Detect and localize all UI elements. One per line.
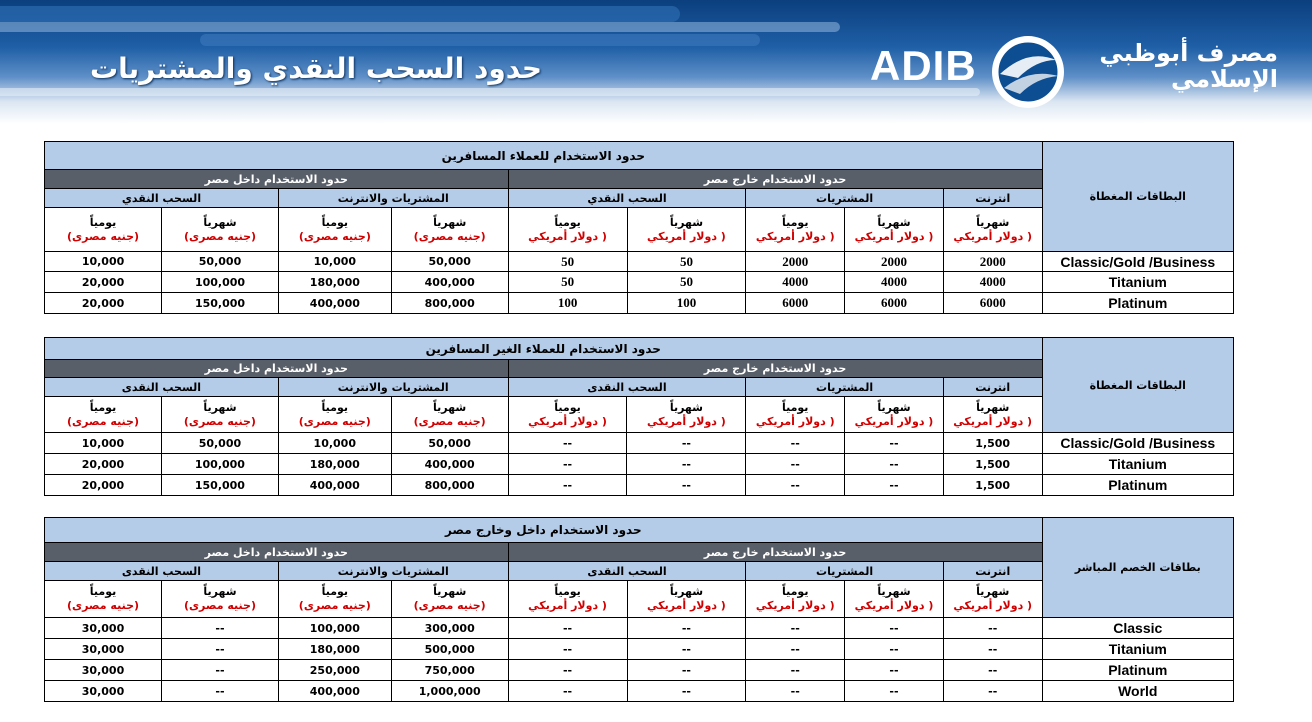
value-cell: 400,000 <box>278 293 391 314</box>
value-cell: -- <box>746 454 845 475</box>
unit-label: (جنيه مصرى) <box>183 414 256 428</box>
outside-egypt-header: حدود الاستخدام خارج مصر <box>508 543 1042 562</box>
value-cell: 180,000 <box>278 639 391 660</box>
sub-header <box>45 208 162 252</box>
page-title: حدود السحب النقدي والمشتريات <box>90 52 543 85</box>
card-name: Platinum <box>1042 475 1233 496</box>
sub-header <box>627 208 746 252</box>
value-cell: -- <box>845 433 944 454</box>
limits-table-debit-cards <box>44 517 1234 702</box>
value-cell: 6000 <box>746 293 845 314</box>
outside-egypt-header: حدود الاستخدام خارج مصر <box>508 360 1042 378</box>
banner-stripe <box>0 88 980 96</box>
value-cell: 180,000 <box>278 454 391 475</box>
table-row <box>45 293 1234 314</box>
section-cash-withdrawal-local: السحب النقدى <box>45 562 279 581</box>
period-label: شهرياً <box>976 585 1010 598</box>
value-cell: 50,000 <box>162 252 279 272</box>
value-cell: 800,000 <box>391 475 508 496</box>
value-cell: -- <box>845 681 944 702</box>
value-cell: -- <box>845 454 944 475</box>
value-cell: -- <box>162 639 279 660</box>
unit-label: (جنيه مصرى) <box>67 229 140 243</box>
period-label: يومياً <box>554 585 581 598</box>
value-cell: -- <box>627 681 746 702</box>
value-cell: 2000 <box>845 252 944 272</box>
cards-header: بطاقات الخصم المباشر <box>1042 518 1233 618</box>
value-cell: 500,000 <box>391 639 508 660</box>
value-cell: -- <box>508 618 627 639</box>
value-cell: -- <box>627 454 746 475</box>
table-row <box>45 681 1234 702</box>
sub-header <box>391 208 508 252</box>
value-cell: 30,000 <box>45 660 162 681</box>
section-purchases-internet: المشتريات والانترنت <box>278 378 508 397</box>
period-label: يومياً <box>89 400 117 414</box>
value-cell: 50 <box>627 272 746 293</box>
value-cell: -- <box>162 660 279 681</box>
value-cell: 20,000 <box>45 475 162 496</box>
unit-label: ( دولار أمريكي <box>953 229 1033 243</box>
value-cell: -- <box>845 660 944 681</box>
value-cell: -- <box>162 681 279 702</box>
value-cell: 6000 <box>845 293 944 314</box>
unit-label: ( دولار أمريكي <box>854 229 934 243</box>
period-label: شهرياً <box>877 585 911 598</box>
value-cell: 50 <box>627 252 746 272</box>
card-name: Platinum <box>1042 660 1233 681</box>
unit-label: ( دولار أمريكي <box>953 414 1033 428</box>
value-cell: -- <box>746 660 845 681</box>
sub-header <box>746 208 845 252</box>
period-label: شهرياً <box>433 585 467 598</box>
value-cell: -- <box>508 433 627 454</box>
value-cell: 400,000 <box>391 454 508 475</box>
value-cell: 100,000 <box>161 454 278 475</box>
table-title: حدود الاستخدام داخل وخارج مصر <box>45 518 1043 543</box>
unit-label: (جنيه مصرى) <box>298 229 371 243</box>
sub-header <box>627 581 746 618</box>
value-cell: -- <box>746 681 845 702</box>
value-cell: -- <box>845 618 944 639</box>
value-cell: 1,500 <box>943 433 1042 454</box>
period-label: شهرياً <box>203 585 237 598</box>
value-cell: -- <box>845 475 944 496</box>
sub-header <box>162 581 279 618</box>
limits-table-non-travelers <box>44 337 1234 496</box>
table-title: حدود الاستخدام للعملاء المسافرين <box>45 142 1043 170</box>
period-label: شهرياً <box>976 215 1010 229</box>
value-cell: 100,000 <box>278 618 391 639</box>
table-title: حدود الاستخدام للعملاء الغير المسافرين <box>45 338 1043 360</box>
cards-header: البطاقات المغطاة <box>1042 142 1233 252</box>
value-cell: 100 <box>508 293 627 314</box>
value-cell: 1,500 <box>943 475 1042 496</box>
value-cell: 50 <box>508 272 627 293</box>
sub-header <box>746 581 845 618</box>
value-cell: -- <box>627 433 746 454</box>
unit-label: (جنيه مصرى) <box>413 229 486 243</box>
cards-header: البطاقات المغطاة <box>1042 338 1233 433</box>
unit-label: ( دولار أمريكي <box>854 599 934 612</box>
value-cell: -- <box>746 639 845 660</box>
unit-label: (جنيه مصرى) <box>298 414 371 428</box>
section-purchases: المشتريات <box>746 189 943 208</box>
card-name: Titanium <box>1042 272 1233 293</box>
section-purchases-internet: المشتريات والانترنت <box>278 189 508 208</box>
sub-header <box>943 581 1042 618</box>
section-cash-withdrawal-local: السحب النقدى <box>45 378 279 397</box>
period-label: شهرياً <box>669 400 703 414</box>
unit-label: ( دولار أمريكي <box>953 599 1033 612</box>
value-cell: 20,000 <box>45 454 162 475</box>
period-label: يومياً <box>781 400 809 414</box>
value-cell: 20,000 <box>45 272 162 293</box>
value-cell: -- <box>845 639 944 660</box>
value-cell: 150,000 <box>161 475 278 496</box>
section-cash-withdrawal-local: السحب النقدي <box>45 189 279 208</box>
value-cell: 50,000 <box>391 252 508 272</box>
period-label: شهرياً <box>669 215 704 229</box>
card-name: Classic/Gold /Business <box>1042 252 1233 272</box>
sub-header <box>845 208 944 252</box>
section-internet: انترنت <box>943 189 1042 208</box>
value-cell: 400,000 <box>278 475 391 496</box>
card-name: Titanium <box>1042 639 1233 660</box>
value-cell: 10,000 <box>278 433 391 454</box>
sub-header <box>943 397 1042 433</box>
value-cell: 180,000 <box>278 272 391 293</box>
value-cell: 50,000 <box>161 433 278 454</box>
period-label: يومياً <box>554 400 581 414</box>
value-cell: 1,000,000 <box>391 681 508 702</box>
value-cell: 10,000 <box>45 433 162 454</box>
outside-egypt-header: حدود الاستخدام خارج مصر <box>508 170 1042 189</box>
section-internet: انترنت <box>943 378 1042 397</box>
table-row <box>45 639 1234 660</box>
inside-egypt-header: حدود الاستخدام داخل مصر <box>45 360 509 378</box>
banner-stripe <box>200 34 760 46</box>
banner-stripe <box>0 6 680 22</box>
unit-label: ( دولار أمريكي <box>647 414 726 428</box>
period-label: يومياً <box>89 585 117 598</box>
value-cell: 750,000 <box>391 660 508 681</box>
value-cell: -- <box>943 660 1042 681</box>
value-cell: 800,000 <box>391 293 508 314</box>
value-cell: -- <box>508 681 627 702</box>
limits-table-travelers <box>44 141 1234 314</box>
unit-label: ( دولار أمريكي <box>647 229 726 243</box>
sub-header <box>278 397 391 433</box>
sub-header <box>161 397 278 433</box>
value-cell: 400,000 <box>278 681 391 702</box>
unit-label: (جنيه مصرى) <box>413 414 486 428</box>
period-label: يومياً <box>782 215 809 229</box>
sub-header <box>45 397 162 433</box>
period-label: شهرياً <box>877 215 911 229</box>
unit-label: ( دولار أمريكي <box>854 414 934 428</box>
value-cell: 1,500 <box>943 454 1042 475</box>
value-cell: 150,000 <box>162 293 279 314</box>
period-label: شهرياً <box>877 400 911 414</box>
value-cell: 20,000 <box>45 293 162 314</box>
sub-header <box>278 581 391 618</box>
section-purchases: المشتريات <box>746 378 943 397</box>
value-cell: 2000 <box>943 252 1042 272</box>
value-cell: 100 <box>627 293 746 314</box>
sub-header <box>391 397 508 433</box>
value-cell: -- <box>508 475 627 496</box>
unit-label: ( دولار أمريكي <box>528 414 607 428</box>
value-cell: -- <box>508 660 627 681</box>
table-row <box>45 454 1234 475</box>
unit-label: ( دولار أمريكي <box>528 599 607 612</box>
value-cell: -- <box>162 618 279 639</box>
sub-header <box>45 581 162 618</box>
table-row <box>45 660 1234 681</box>
period-label: يومياً <box>89 215 117 229</box>
unit-label: (جنيه مصرى) <box>66 414 140 428</box>
period-label: يومياً <box>554 215 581 229</box>
period-label: يومياً <box>321 585 349 598</box>
unit-label: ( دولار أمريكي <box>755 599 835 612</box>
adib-logo-text: ADIB <box>870 42 977 89</box>
period-label: شهرياً <box>976 400 1010 414</box>
section-cash-withdrawal: السحب النقدى <box>508 562 746 581</box>
period-label: شهرياً <box>433 215 467 229</box>
adib-globe-logo-icon <box>990 34 1066 110</box>
unit-label: (جنيه مصرى) <box>298 599 371 612</box>
value-cell: 10,000 <box>45 252 162 272</box>
unit-label: (جنيه مصرى) <box>66 599 140 612</box>
unit-label: ( دولار أمريكي <box>755 414 835 428</box>
value-cell: -- <box>627 639 746 660</box>
unit-label: (جنيه مصرى) <box>183 599 256 612</box>
value-cell: -- <box>943 639 1042 660</box>
value-cell: -- <box>627 475 746 496</box>
inside-egypt-header: حدود الاستخدام داخل مصر <box>45 170 509 189</box>
value-cell: 300,000 <box>391 618 508 639</box>
section-cash-withdrawal: السحب النقدى <box>508 378 746 397</box>
section-internet: انترنت <box>943 562 1042 581</box>
value-cell: -- <box>943 618 1042 639</box>
sub-header <box>746 397 845 433</box>
period-label: يومياً <box>782 585 809 598</box>
value-cell: -- <box>508 454 627 475</box>
period-label: شهرياً <box>669 585 704 598</box>
period-label: يومياً <box>321 400 349 414</box>
sub-header <box>943 208 1042 252</box>
card-name: Classic <box>1042 618 1233 639</box>
adib-logo-arabic <box>1078 40 1278 92</box>
header-banner <box>0 0 1312 124</box>
table-row <box>45 272 1234 293</box>
table-row <box>45 618 1234 639</box>
sub-header <box>508 397 627 433</box>
card-name: Titanium <box>1042 454 1233 475</box>
value-cell: -- <box>508 639 627 660</box>
unit-label: ( دولار أمريكي <box>647 599 726 612</box>
unit-label: (جنيه مصرى) <box>183 229 257 243</box>
sub-header <box>845 397 944 433</box>
sub-header <box>508 581 627 618</box>
banner-stripe <box>0 22 840 32</box>
value-cell: -- <box>627 618 746 639</box>
value-cell: 6000 <box>943 293 1042 314</box>
value-cell: 4000 <box>845 272 944 293</box>
logo-arabic-line1: مصرف أبوظبي <box>1099 39 1278 67</box>
period-label: شهرياً <box>203 215 237 229</box>
value-cell: 30,000 <box>45 681 162 702</box>
unit-label: ( دولار أمريكي <box>755 229 835 243</box>
value-cell: -- <box>627 660 746 681</box>
table-row <box>45 433 1234 454</box>
period-label: يومياً <box>321 215 349 229</box>
value-cell: 10,000 <box>278 252 391 272</box>
value-cell: 100,000 <box>162 272 279 293</box>
value-cell: 30,000 <box>45 639 162 660</box>
sub-header <box>627 397 746 433</box>
inside-egypt-header: حدود الاستخدام داخل مصر <box>45 543 509 562</box>
table-row <box>45 475 1234 496</box>
card-name: Platinum <box>1042 293 1233 314</box>
value-cell: 4000 <box>943 272 1042 293</box>
table-row <box>45 252 1234 272</box>
logo-arabic-line2: الإسلامي <box>1170 65 1278 93</box>
unit-label: (جنيه مصرى) <box>413 599 486 612</box>
value-cell: 4000 <box>746 272 845 293</box>
sub-header <box>391 581 508 618</box>
sub-header <box>508 208 627 252</box>
section-purchases-internet: المشتريات والانترنت <box>278 562 508 581</box>
section-cash-withdrawal: السحب النقدي <box>508 189 746 208</box>
sub-header <box>162 208 279 252</box>
period-label: شهرياً <box>203 400 237 414</box>
value-cell: -- <box>746 475 845 496</box>
value-cell: -- <box>746 433 845 454</box>
value-cell: 2000 <box>746 252 845 272</box>
card-name: World <box>1042 681 1233 702</box>
period-label: شهرياً <box>433 400 467 414</box>
sub-header <box>845 581 944 618</box>
card-name: Classic/Gold /Business <box>1042 433 1233 454</box>
section-purchases: المشتريات <box>746 562 943 581</box>
value-cell: -- <box>943 681 1042 702</box>
value-cell: 400,000 <box>391 272 508 293</box>
value-cell: 50,000 <box>391 433 508 454</box>
value-cell: -- <box>746 618 845 639</box>
value-cell: 50 <box>508 252 627 272</box>
sub-header <box>278 208 391 252</box>
value-cell: 250,000 <box>278 660 391 681</box>
unit-label: ( دولار أمريكي <box>528 229 607 243</box>
value-cell: 30,000 <box>45 618 162 639</box>
